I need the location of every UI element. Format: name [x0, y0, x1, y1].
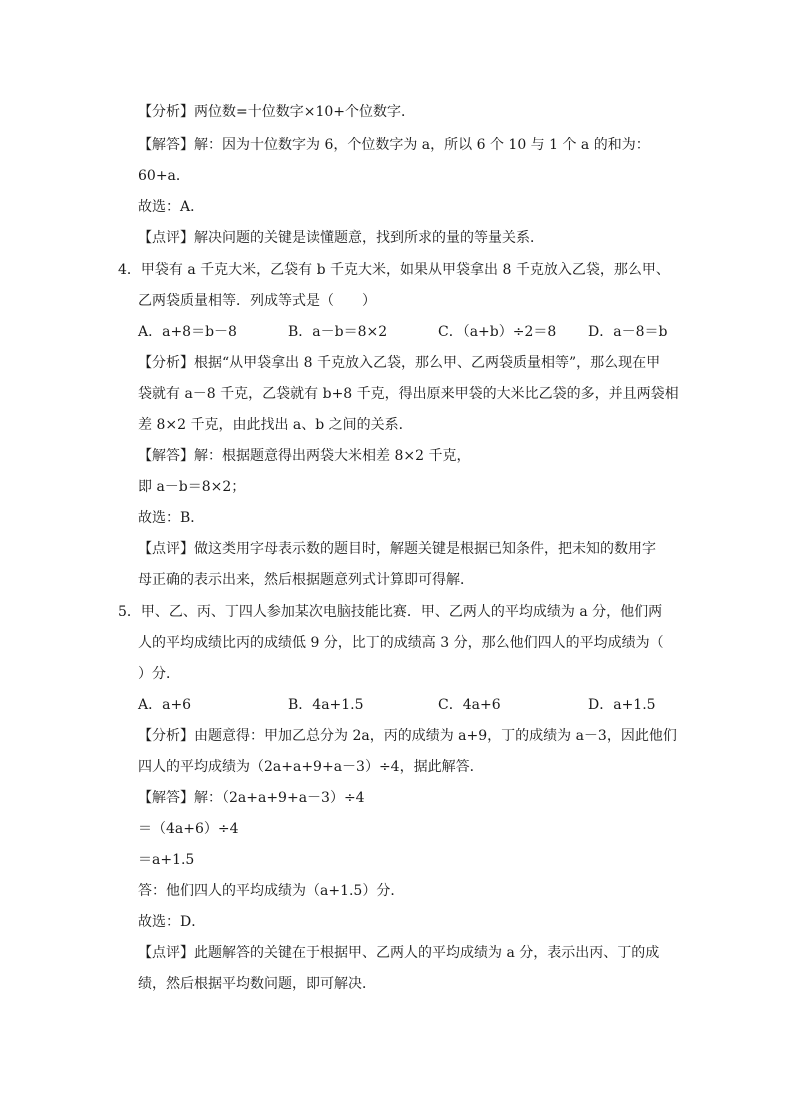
q3-choice: 故选：A． [138, 199, 205, 215]
q5-analysis-line-1: 【分析】由题意得：甲加乙总分为 2a，丙的成绩为 a+9，丁的成绩为 a－3，因此他们 [138, 728, 677, 744]
q4-comment-line-1: 【点评】做这类用字母表示数的题目时，解题关键是根据已知条件，把未知的数用字 [138, 541, 656, 557]
q5-options [138, 695, 656, 715]
q4-analysis-line-3: 差 8×2 千克，由此找出 a、b 之间的关系． [138, 417, 413, 433]
q4-option-b: B．a－b＝8×2 [288, 324, 388, 340]
q5-analysis-line-2: 四人的平均成绩为（2a+a+9+a－3）÷4，据此解答． [138, 759, 484, 775]
q4-analysis-line-1: 【分析】根据“从甲袋拿出 8 千克放入乙袋，那么甲、乙两袋质量相等”，那么现在甲 [138, 355, 661, 371]
q4-option-a: A．a+8＝b－8 [138, 324, 237, 340]
q4-stem-line-1: 4．甲袋有 a 千克大米，乙袋有 b 千克大米，如果从甲袋拿出 8 千克放入乙袋，那么甲、 [118, 262, 670, 278]
q5-answer-line-4: 答：他们四人的平均成绩为（a+1.5）分． [138, 883, 405, 899]
q4-option-c: C．（a+b）÷2＝8 [438, 324, 557, 340]
q3-comment: 【点评】解决问题的关键是读懂题意，找到所求的量的等量关系． [138, 230, 544, 246]
q4-option-d: D．a－8＝b [588, 324, 668, 340]
q4-choice: 故选：B． [138, 510, 205, 526]
q3-answer-line-2: 60+a． [138, 168, 190, 184]
q5-choice: 故选：D． [138, 914, 206, 930]
q4-stem-line-2: 乙两袋质量相等．列成等式是（ ） [138, 293, 376, 309]
q5-option-b: B．4a+1.5 [288, 697, 364, 713]
q5-option-d: D．a+1.5 [588, 697, 656, 713]
q5-comment-line-1: 【点评】此题解答的关键在于根据甲、乙两人的平均成绩为 a 分，表示出丙、丁的成 [138, 945, 660, 961]
q4-options [138, 322, 667, 342]
q3-answer-line-1: 【解答】解：因为十位数字为 6，个位数字为 a，所以 6 个 10 与 1 个 a 的和为： [138, 137, 650, 153]
q4-comment-line-2: 母正确的表示出来，然后根据题意列式计算即可得解． [138, 572, 474, 588]
q5-answer-line-3: ＝a+1.5 [138, 852, 195, 868]
q5-answer-line-2: ＝（4a+6）÷4 [138, 821, 239, 837]
q4-answer-line-1: 【解答】解：根据题意得出两袋大米相差 8×2 千克， [138, 448, 471, 464]
q5-answer-line-1: 【解答】解：（2a+a+9+a－3）÷4 [138, 790, 365, 806]
q5-option-c: C．4a+6 [438, 697, 501, 713]
q5-stem-line-2: 人的平均成绩比丙的成绩低 9 分，比丁的成绩高 3 分，那么他们四人的平均成绩为（ [138, 635, 664, 651]
q3-analysis: 【分析】两位数=十位数字×10+个位数字． [138, 104, 416, 120]
q4-answer-line-2: 即 a－b＝8×2； [138, 479, 246, 495]
q5-comment-line-2: 绩，然后根据平均数问题，即可解决． [138, 976, 376, 992]
q5-stem-line-3: ）分． [138, 666, 180, 682]
q5-stem-line-1: 5．甲、乙、丙、丁四人参加某次电脑技能比赛．甲、乙两人的平均成绩为 a 分，他们两 [118, 604, 663, 620]
q5-option-a: A．a+6 [138, 697, 192, 713]
q4-analysis-line-2: 袋就有 a－8 千克，乙袋就有 b+8 千克，得出原来甲袋的大米比乙袋的多，并且两袋相 [138, 386, 679, 402]
